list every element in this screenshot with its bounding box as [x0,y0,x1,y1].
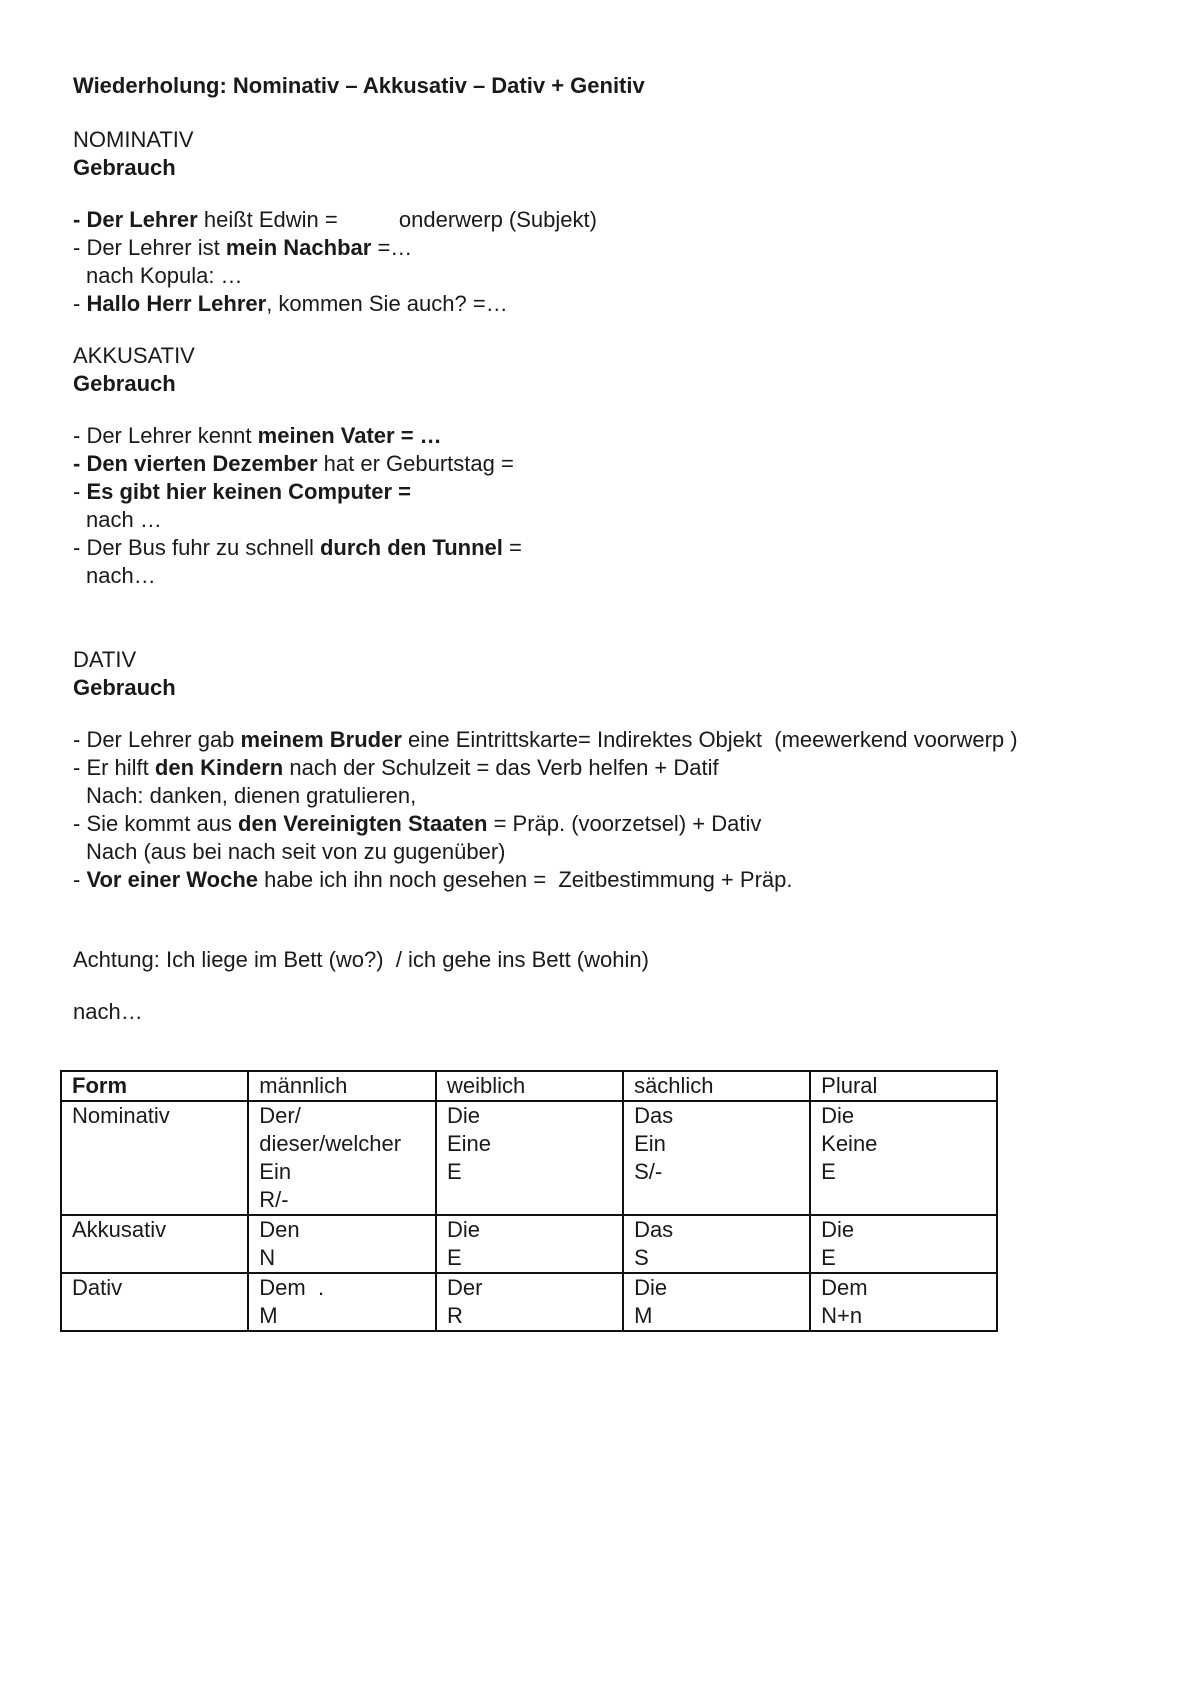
table-cell: Die M [623,1273,810,1331]
section-heading-nominativ: NOMINATIV [73,127,194,152]
table-header-cell: sächlich [623,1071,810,1101]
nominativ-note-kopula: nach Kopula: … [86,263,243,288]
akkusativ-example-4: - Der Bus fuhr zu schnell durch den Tunnel = [73,535,522,560]
table-header-cell: weiblich [436,1071,623,1101]
table-header-row [61,1071,997,1101]
nominativ-example-3: - Hallo Herr Lehrer, kommen Sie auch? =… [73,291,508,316]
dativ-example-2: - Er hilft den Kindern nach der Schulzeit = das Verb helfen + Datif [73,755,719,780]
table-cell: Der R [436,1273,623,1331]
achtung-note: Achtung: Ich liege im Bett (wo?) / ich gehe ins Bett (wohin) [73,947,649,972]
dativ-example-1: - Der Lehrer gab meinem Bruder eine Eintrittskarte= Indirektes Objekt (meewerkend voorwerp ) [73,727,1018,752]
nominativ-example-2: - Der Lehrer ist mein Nachbar =… [73,235,413,260]
table-row [61,1101,997,1215]
declension-table [60,1070,998,1332]
akkusativ-example-3: - Es gibt hier keinen Computer = [73,479,412,504]
document-title: Wiederholung: Nominativ – Akkusativ – Dativ + Genitiv [73,73,645,98]
table-cell: Der/ dieser/welcher Ein R/- [248,1101,436,1215]
nominativ-example-1: - Der Lehrer heißt Edwin = onderwerp (Subjekt) [73,207,597,232]
table-cell: Die Keine E [810,1101,997,1215]
table-row [61,1273,997,1331]
table-cell: Dem . M [248,1273,436,1331]
table-cell: Dem N+n [810,1273,997,1331]
table-header-cell: Plural [810,1071,997,1101]
dativ-note-verbs: Nach: danken, dienen gratulieren, [86,783,417,808]
table-row-label: Dativ [61,1273,248,1331]
table-row-label: Akkusativ [61,1215,248,1273]
table-cell: Das S [623,1215,810,1273]
dativ-example-3: - Sie kommt aus den Vereinigten Staaten = Präp. (voorzetsel) + Dativ [73,811,762,836]
document-page [73,72,1173,1026]
gebrauch-label-dativ: Gebrauch [73,675,176,700]
table-cell: Die E [810,1215,997,1273]
gebrauch-label-akkusativ: Gebrauch [73,371,176,396]
table-cell: Das Ein S/- [623,1101,810,1215]
table-header-cell: männlich [248,1071,436,1101]
akkusativ-note-nach-2: nach… [86,563,156,588]
table-row-label: Nominativ [61,1101,248,1215]
dativ-example-4: - Vor einer Woche habe ich ihn noch gesehen = Zeitbestimmung + Präp. [73,867,793,892]
section-heading-dativ: DATIV [73,647,137,672]
dativ-note-prepositions: Nach (aus bei nach seit von zu gugenüber) [86,839,506,864]
akkusativ-example-2: - Den vierten Dezember hat er Geburtstag = [73,451,514,476]
table-cell: Die E [436,1215,623,1273]
gebrauch-label-nominativ: Gebrauch [73,155,176,180]
table-cell: Die Eine E [436,1101,623,1215]
table-cell: Den N [248,1215,436,1273]
akkusativ-example-1: - Der Lehrer kennt meinen Vater = … [73,423,442,448]
akkusativ-note-nach-1: nach … [86,507,162,532]
table-header-cell: Form [61,1071,248,1101]
section-heading-akkusativ: AKKUSATIV [73,343,195,368]
nach-note: nach… [73,999,143,1024]
table-row [61,1215,997,1273]
